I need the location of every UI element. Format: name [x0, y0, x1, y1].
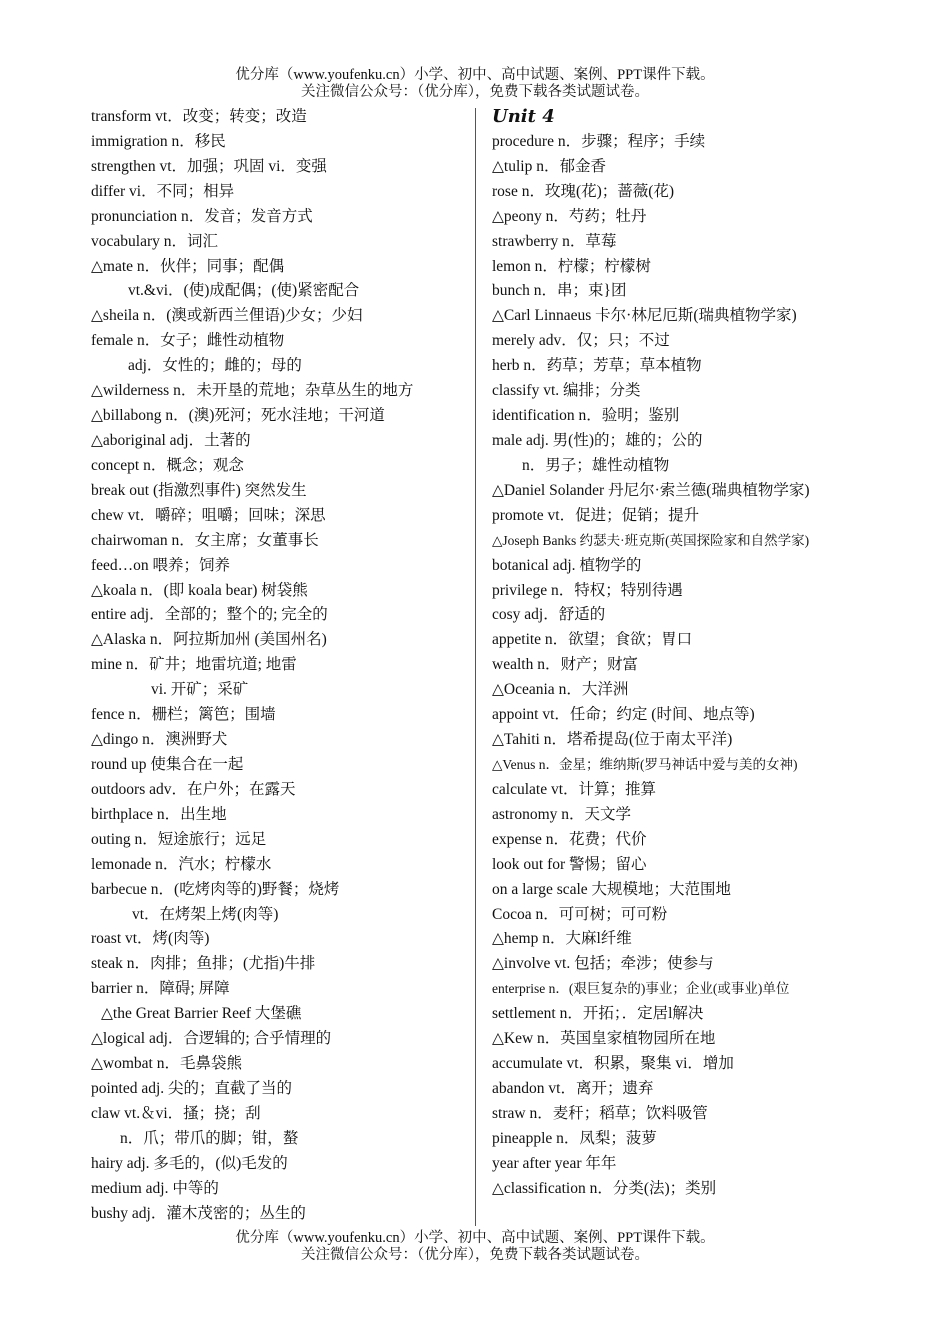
- vocab-entry: abandon vt．离开；遗弃: [492, 1079, 654, 1097]
- vocab-entry: transform vt．改变；转变；改造: [91, 108, 307, 125]
- vocab-entry: break out (指激烈事件) 突然发生: [91, 481, 307, 499]
- vocab-entry: △wombat n．毛鼻袋熊: [91, 1055, 242, 1073]
- vocab-entry-continuation: n．男子；雄性动植物: [522, 456, 670, 474]
- vocab-entry: roast vt．烤(肉等): [91, 930, 210, 948]
- column-divider: [475, 108, 476, 1226]
- vocab-entry: year after year 年年: [492, 1154, 617, 1172]
- vocab-entry: differ vi．不同；相异: [91, 182, 235, 200]
- vocab-entry-continuation: adj．女性的；雌的；母的: [128, 357, 302, 375]
- left-vocabulary-column: [91, 105, 466, 1226]
- vocab-entry: △Tahiti n．塔希提岛(位于南太平洋): [492, 731, 733, 749]
- vocab-entry: botanical adj. 植物学的: [492, 556, 642, 574]
- page-footer: [0, 1230, 950, 1264]
- vocab-entry: pointed adj. 尖的；直截了当的: [91, 1079, 293, 1097]
- right-vocabulary-column: [492, 105, 882, 1202]
- vocab-entry: male adj. 男(性)的；雄的；公的: [492, 431, 703, 449]
- vocab-entry: straw n．麦秆；稻草；饮料吸管: [492, 1104, 708, 1122]
- footer-line-1: 优分库（www.youfenku.cn）小学、初中、高中试题、案例、PPT课件下载。: [235, 1230, 715, 1246]
- vocab-entry: lemon n．柠檬；柠檬树: [492, 257, 651, 275]
- vocab-entry: classify vt. 编排；分类: [492, 382, 641, 400]
- vocab-entry: △tulip n．郁金香: [492, 157, 606, 175]
- vocab-entry: △Alaska n．阿拉斯加州 (美国州名): [91, 631, 327, 649]
- vocab-entry: look out for 警惕；留心: [492, 855, 647, 873]
- vocab-entry: birthplace n．出生地: [91, 805, 227, 823]
- vocab-entry: calculate vt．计算；推算: [492, 780, 656, 798]
- vocab-entry: △the Great Barrier Reef 大堡礁: [101, 1005, 302, 1023]
- vocab-entry: △Joseph Banks 约瑟夫·班克斯(英国探险家和自然学家): [492, 532, 810, 548]
- vocab-entry: △billabong n．(澳)死河；死水洼地；干河道: [91, 407, 385, 425]
- vocab-entry: △Carl Linnaeus 卡尔·林尼厄斯(瑞典植物学家): [492, 307, 797, 325]
- vocab-entry: procedure n．步骤；程序；手续: [492, 132, 706, 150]
- vocab-entry-continuation: vi. 开矿；采矿: [151, 681, 249, 699]
- vocab-entry: enterprise n．(艰巨复杂的)事业；企业(或事业)单位: [492, 981, 790, 997]
- vocab-entry: round up 使集合在一起: [91, 755, 244, 773]
- vocab-entry: claw vt.＆vi．搔；挠；刮: [91, 1104, 261, 1122]
- vocab-entry: pronunciation n．发音；发音方式: [91, 207, 313, 225]
- vocab-entry: △Daniel Solander 丹尼尔·索兰德(瑞典植物学家): [492, 481, 810, 499]
- vocab-entry: medium adj. 中等的: [91, 1179, 219, 1197]
- vocab-entry: barbecue n．(吃烤肉等的)野餐；烧烤: [91, 880, 340, 898]
- vocab-entry: △sheila n．(澳或新西兰俚语)少女；少妇: [91, 307, 363, 325]
- vocab-entry: △mate n．伙伴；同事；配偶: [91, 257, 285, 275]
- vocab-entry: vocabulary n．词汇: [91, 232, 218, 250]
- vocab-entry: △Oceania n．大洋洲: [492, 681, 629, 699]
- vocab-entry: chairwoman n．女主席；女董事长: [91, 531, 319, 549]
- vocab-entry: △dingo n．澳洲野犬: [91, 731, 228, 749]
- vocab-entry: appoint vt．任命；约定 (时间、地点等): [492, 706, 755, 724]
- vocab-entry-continuation: vt．在烤架上烤(肉等): [132, 905, 279, 923]
- vocab-entry: △Venus n．金星；维纳斯(罗马神话中爱与美的女神): [492, 756, 798, 772]
- vocab-entry: △wilderness n．未开垦的荒地；杂草丛生的地方: [91, 382, 414, 400]
- vocab-entry: mine n．矿井；地雷坑道; 地雷: [91, 656, 297, 674]
- footer-line-2: 关注微信公众号：（优分库），免费下载各类试题试卷。: [301, 1247, 649, 1263]
- vocab-entry: △peony n．芍药；牡丹: [492, 207, 647, 225]
- vocab-entry: appetite n．欲望；食欲；胃口: [492, 631, 693, 649]
- vocab-entry: △hemp n．大麻l纤维: [492, 930, 632, 948]
- vocab-entry: barrier n．障碍; 屏障: [91, 980, 230, 998]
- vocab-entry: female n．女子；雌性动植物: [91, 332, 285, 350]
- vocab-entry: identification n．验明；鉴别: [492, 407, 680, 425]
- vocab-entry: outing n．短途旅行；远足: [91, 830, 267, 848]
- vocab-entry: △classification n．分类(法)；类别: [492, 1179, 717, 1197]
- vocab-entry-continuation: vt.&vi．(使)成配偶；(使)紧密配合: [128, 282, 360, 300]
- header-line-2: 关注微信公众号：（优分库），免费下载各类试题试卷。: [301, 84, 649, 100]
- vocab-entry: promote vt．促进；促销；提升: [492, 506, 700, 524]
- vocab-entry: immigration n．移民: [91, 132, 226, 150]
- vocab-entry: rose n．玫瑰(花)；蔷薇(花): [492, 182, 675, 200]
- vocab-entry-continuation: n．爪；带爪的脚；钳，螯: [120, 1129, 299, 1147]
- vocab-entry: chew vt．嚼碎；咀嚼；回味；深思: [91, 506, 326, 524]
- vocab-entry: fence n．栅栏；篱笆；围墙: [91, 706, 276, 724]
- vocab-entry: lemonade n．汽水；柠檬水: [91, 855, 272, 873]
- vocab-entry: strengthen vt．加强；巩固 vi．变强: [91, 157, 327, 175]
- vocab-entry: cosy adj．舒适的: [492, 606, 606, 624]
- vocab-entry: on a large scale 大规模地；大范围地: [492, 880, 732, 898]
- vocab-entry: bushy adj．灌木茂密的；丛生的: [91, 1204, 306, 1222]
- header-line-1: 优分库（www.youfenku.cn）小学、初中、高中试题、案例、PPT课件下载。: [235, 67, 715, 83]
- vocab-entry: concept n．概念；观念: [91, 456, 244, 474]
- vocab-entry: steak n．肉排；鱼排；(尤指)牛排: [91, 955, 316, 973]
- vocab-entry: △logical adj．合逻辑的; 合乎情理的: [91, 1030, 332, 1048]
- vocab-entry: pineapple n．凤梨；菠萝: [492, 1129, 657, 1147]
- vocab-entry: privilege n．特权；特别待遇: [492, 581, 683, 599]
- vocab-entry: astronomy n．天文学: [492, 805, 632, 823]
- vocab-entry: entire adj．全部的；整个的; 完全的: [91, 606, 328, 624]
- vocab-entry: Cocoa n．可可树；可可粉: [492, 905, 668, 923]
- unit-title: Unit 4: [492, 106, 555, 127]
- vocab-entry: wealth n．财产；财富: [492, 656, 638, 674]
- vocab-entry: accumulate vt．积累，聚集 vi．增加: [492, 1055, 734, 1073]
- vocab-entry: bunch n．串；束}团: [492, 282, 627, 300]
- vocab-entry: △koala n．(即 koala bear) 树袋熊: [91, 581, 308, 599]
- vocab-entry: merely adv．仅；只；不过: [492, 332, 670, 350]
- vocab-entry: herb n．药草；芳草；草本植物: [492, 357, 702, 375]
- vocab-entry: outdoors adv．在户外；在露天: [91, 780, 296, 798]
- vocab-entry: △Kew n．英国皇家植物园所在地: [492, 1030, 716, 1048]
- vocab-entry: expense n．花费；代价: [492, 830, 647, 848]
- vocab-entry: settlement n．开拓；．定居l解决: [492, 1005, 704, 1023]
- vocab-entry: strawberry n．草莓: [492, 232, 617, 250]
- page-header: [0, 67, 950, 101]
- vocab-entry: △involve vt. 包括；牵涉；使参与: [492, 955, 714, 973]
- vocab-entry: hairy adj. 多毛的，(似)毛发的: [91, 1154, 288, 1172]
- vocab-entry: feed…on 喂养；饲养: [91, 556, 231, 574]
- vocab-entry: △aboriginal adj．土著的: [91, 431, 251, 449]
